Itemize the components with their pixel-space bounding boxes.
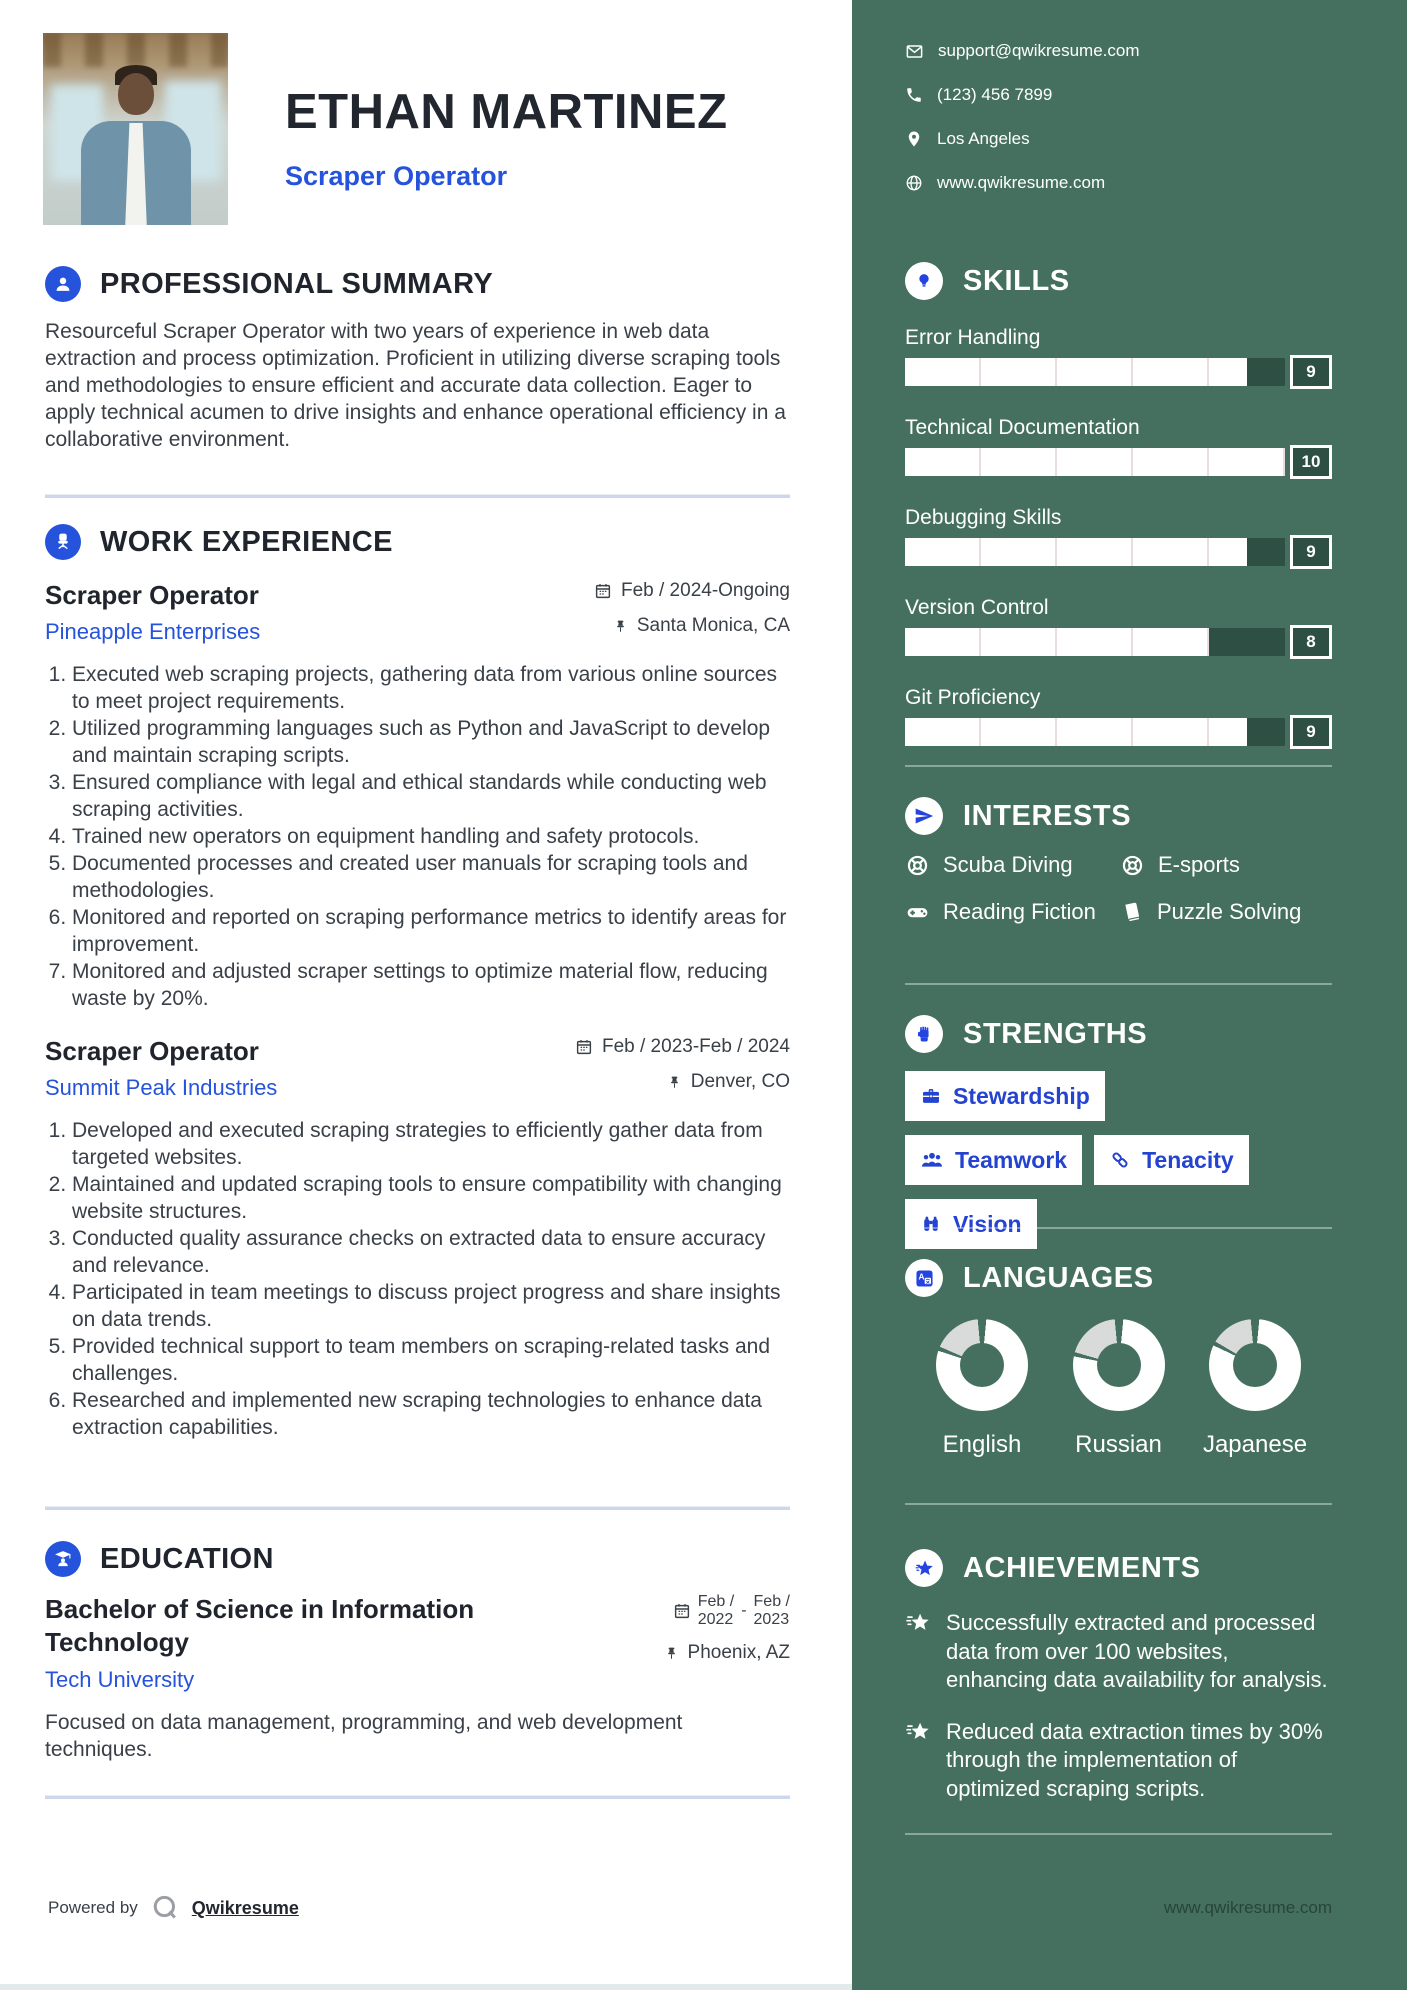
job-entry [45,580,790,1012]
skills-list [905,324,1332,749]
job-bullet: 1. Developed and executed scraping strategies to efficiently gather data from targeted websites. [72,1117,790,1171]
contact-location: Los Angeles [905,128,1332,150]
map-pin-icon [905,130,923,148]
job-bullet: 3. Conducted quality assurance checks on extracted data to ensure accuracy and relevance. [72,1225,790,1279]
language-donut-chart [936,1319,1028,1411]
language-item [1064,1319,1174,1459]
divider [45,494,790,498]
achievement-item: Successfully extracted and processed data from over 100 websites, enhancing data availability for analysis. [905,1609,1332,1695]
divider [905,1503,1332,1505]
strength-chip: Vision [905,1199,1037,1249]
languages-title: LANGUAGES [963,1261,1154,1294]
skill-score-badge: 8 [1290,625,1332,659]
qwikresume-logo-icon [150,1893,180,1923]
divider [905,765,1332,767]
sidebar [852,0,1407,1990]
skill-bar [905,625,1332,659]
calendar-icon [594,582,612,600]
job-location: Denver, CO [667,1071,790,1093]
globe-icon [905,174,923,192]
achievements-section [905,1549,1332,1826]
skill-name: Git Proficiency [905,686,1041,709]
book-icon [1120,900,1144,924]
skill-score-badge: 9 [1290,715,1332,749]
skills-section [905,262,1332,774]
job-title: Scraper Operator [45,580,259,610]
summary-text: Resourceful Scraper Operator with two years of experience in web data extraction and process optimization. Proficient in utilizing diverse scraping tools and methodologies to ensure efficient and accurate data collection. Eager to apply technical acumen to drive insights and enhance operational efficiency in a collaborative environment. [45,320,786,451]
education-title: EDUCATION [100,1542,274,1575]
shooting-star-icon [905,1718,932,1745]
job-bullet: 7. Monitored and adjusted scraper settings to optimize material flow, reducing waste by 20%. [72,958,790,1012]
languages-section [905,1259,1332,1459]
person-job-title: Scraper Operator [285,161,508,191]
envelope-icon [905,42,924,61]
footer [48,1893,299,1923]
calendar-icon [673,1602,691,1620]
language-donut-chart [1073,1319,1165,1411]
strengths-section [905,1015,1332,1249]
fist-icon [905,1015,943,1053]
education-description: Focused on data management, programming, and web development techniques. [45,1711,683,1761]
language-label: Japanese [1202,1431,1308,1458]
translate-icon [905,1259,943,1297]
job-bullet-list [45,661,790,1012]
person-name: ETHAN MARTINEZ [285,85,728,139]
work-header [45,524,790,560]
strength-chip: Tenacity [1094,1135,1249,1185]
job-bullet: 2. Utilized programming languages such as Python and JavaScript to develop and maintain scraping scripts. [72,715,790,769]
profile-photo [43,33,228,225]
powered-by-label: Powered by [48,1898,138,1917]
pushpin-icon [664,1646,679,1661]
star-icon [905,1549,943,1587]
interests-title: INTERESTS [963,799,1132,832]
interests-section [905,797,1332,925]
interests-header [905,797,1332,835]
contact-block [905,40,1332,216]
paper-plane-icon [905,797,943,835]
education-header [45,1541,790,1577]
job-bullet: 2. Maintained and updated scraping tools to ensure compatibility with changing website structures. [72,1171,790,1225]
strength-chip: Teamwork [905,1135,1082,1185]
svg-text:A: A [918,1271,925,1282]
job-company: Summit Peak Industries [45,1075,278,1100]
school-name: Tech University [45,1667,195,1692]
user-icon [45,266,81,302]
skill-score-badge: 10 [1290,445,1332,479]
sidebar-website: www.qwikresume.com [1163,1898,1332,1917]
job-location: Santa Monica, CA [613,615,790,637]
contact-website: www.qwikresume.com [905,172,1332,194]
skills-title: SKILLS [963,264,1070,297]
skill-bar [905,715,1332,749]
strength-chip: Stewardship [905,1071,1105,1121]
languages-header [905,1259,1332,1297]
skill-name: Error Handling [905,326,1041,349]
language-item [1200,1319,1310,1459]
binoculars-icon [920,1213,942,1235]
divider [45,1795,790,1799]
job-bullet: 6. Researched and implemented new scraping technologies to enhance data extraction capabilities. [72,1387,790,1441]
interest-item: Reading Fiction [905,899,1120,925]
summary-title: PROFESSIONAL SUMMARY [100,267,494,300]
skill-name: Version Control [905,596,1049,619]
people-icon [920,1148,944,1172]
office-chair-icon [45,524,81,560]
education-location: Phoenix, AZ [664,1642,790,1664]
skill-bar [905,535,1332,569]
divider [905,1227,1332,1229]
work-section [45,524,790,1441]
interest-item: Scuba Diving [905,852,1120,878]
graduate-icon [45,1541,81,1577]
interest-item: E-sports [1120,852,1332,878]
contact-phone: (123) 456 7899 [905,84,1332,106]
summary-header [45,266,790,302]
job-bullet: 5. Documented processes and created user manuals for scraping tools and methodologies. [72,850,790,904]
language-label: English [942,1431,1022,1458]
skill-name: Debugging Skills [905,506,1062,529]
life-ring-icon [1120,853,1145,878]
gamepad-icon [905,900,930,925]
chain-icon [1109,1149,1131,1171]
skill-score-badge: 9 [1290,355,1332,389]
strengths-list [905,1071,1265,1249]
interests-list [905,852,1332,925]
calendar-icon [575,1038,593,1056]
skills-header [905,262,1332,300]
languages-list [905,1319,1332,1459]
job-date: Feb / 2023-Feb / 2024 [575,1036,790,1058]
divider [905,1833,1332,1835]
job-bullet: 3. Ensured compliance with legal and ethical standards while conducting web scraping activities. [72,769,790,823]
interest-item: Puzzle Solving [1120,899,1332,925]
divider [45,1506,790,1510]
pushpin-icon [613,619,628,634]
job-entry [45,1036,790,1441]
skill-bar [905,355,1332,389]
job-company: Pineapple Enterprises [45,619,261,644]
lightbulb-icon [905,262,943,300]
header [285,85,728,192]
achievement-item: Reduced data extraction times by 30% through the implementation of optimized scraping scripts. [905,1718,1332,1804]
achievements-header [905,1549,1332,1587]
job-bullet: 4. Trained new operators on equipment handling and safety protocols. [72,823,790,850]
skill-score-badge: 9 [1290,535,1332,569]
language-item [927,1319,1037,1459]
education-dates: Feb / 2022 - Feb / 2023 [673,1593,790,1629]
divider [905,983,1332,985]
qwikresume-link[interactable]: Qwikresume [191,1897,299,1918]
phone-icon [905,86,923,104]
job-bullet: 5. Provided technical support to team members on scraping-related tasks and challenges. [72,1333,790,1387]
achievements-title: ACHIEVEMENTS [963,1551,1201,1584]
strengths-header [905,1015,1332,1053]
skill-bar [905,445,1332,479]
work-title: WORK EXPERIENCE [100,525,393,558]
education-section [45,1541,790,1763]
job-bullet-list [45,1117,790,1441]
briefcase-icon [920,1085,942,1107]
skill-name: Technical Documentation [905,416,1140,439]
job-date: Feb / 2024-Ongoing [594,580,790,602]
job-bullet: 4. Participated in team meetings to discuss project progress and share insights on data trends. [72,1279,790,1333]
life-ring-icon [905,853,930,878]
job-title: Scraper Operator [45,1036,259,1066]
strengths-title: STRENGTHS [963,1017,1148,1050]
achievements-list [905,1609,1332,1803]
contact-email: support@qwikresume.com [905,40,1332,62]
shooting-star-icon [905,1609,932,1636]
pushpin-icon [667,1075,682,1090]
summary-section [45,266,790,453]
degree-name: Bachelor of Science in Information Technology [45,1594,475,1657]
language-donut-chart [1209,1319,1301,1411]
job-bullet: 1. Executed web scraping projects, gathering data from various online sources to meet project requirements. [72,661,790,715]
language-label: Russian [1075,1431,1162,1458]
job-bullet: 6. Monitored and reported on scraping performance metrics to identify areas for improvement. [72,904,790,958]
